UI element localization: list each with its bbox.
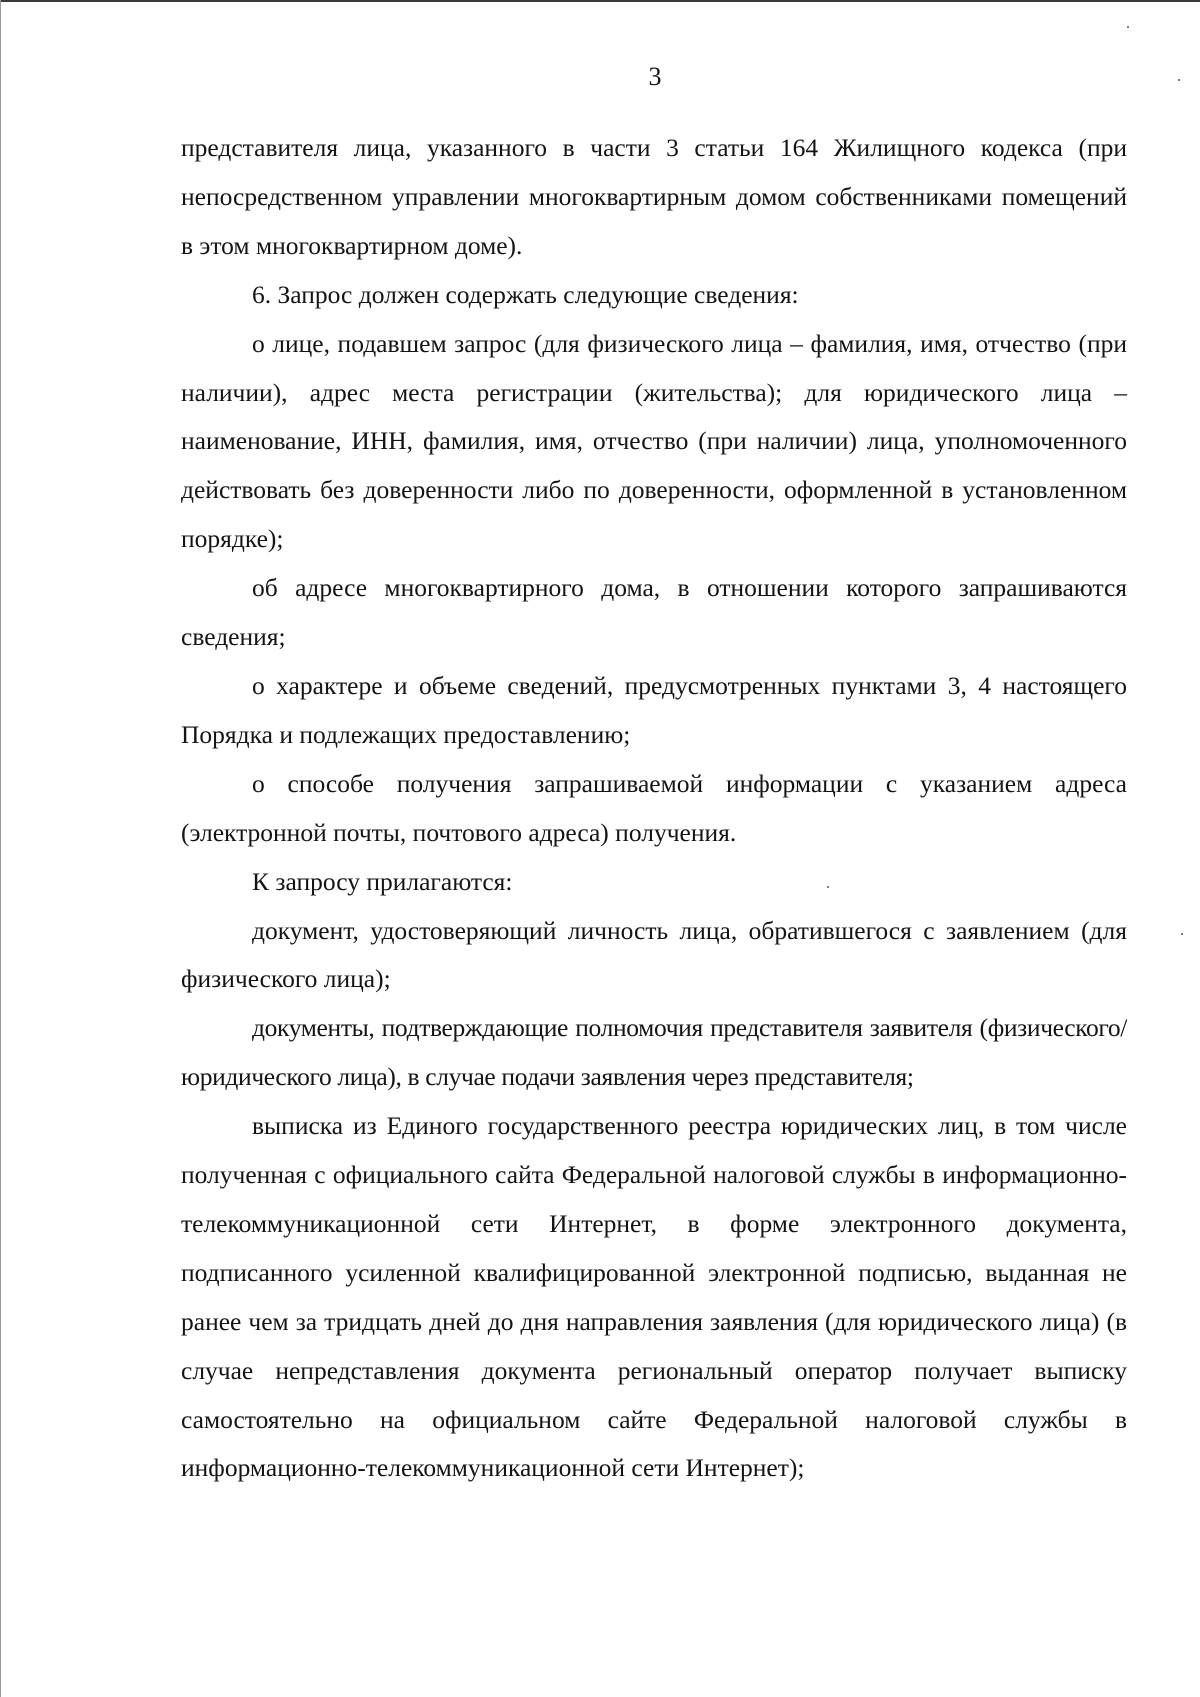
document-body [181, 124, 1127, 1493]
paragraph: о лице, подавшем запрос (для физического лица – фамилия, имя, отчество (при наличии), адрес места регистрации (жительства); для юридического лица – наименование, ИНН, фамилия, имя, отчество (при наличии) лица, уполномоченного действовать без доверенности либо по доверенности, оформленной в установленном порядке); [181, 328, 1127, 554]
paragraph: К запросу прилагаются: [252, 866, 513, 896]
paragraph: о характере и объеме сведений, предусмотренных пунктами 3, 4 настоящего Порядка и подлежащих предоставлению; [181, 670, 1127, 749]
page-number: 3 [648, 62, 662, 91]
paragraph: документ, удостоверяющий личность лица, обратившегося с заявлением (для физического лица); [181, 915, 1127, 994]
paragraph: 6. Запрос должен содержать следующие сведения: [252, 279, 799, 309]
scan-left-edge [0, 0, 1, 1697]
paragraph: выписка из Единого государственного реестра юридических лиц, в том числе полученная с официального сайта Федеральной налоговой службы в информационно-телекоммуникационной сети Интернет, в форме электронного документа, подписанного усиленной квалифицированной электронной подписью, выданная не ранее чем за тридцать дней до дня направления заявления (для юридического лица) (в случае непредставления документа региональный оператор получает выписку самостоятельно на официальном сайте Федеральной налоговой службы в информационно-телекоммуникационной сети Интернет); [181, 1111, 1127, 1483]
paragraph: об адресе многоквартирного дома, в отношении которого запрашиваются сведения; [181, 573, 1127, 652]
paragraph: документы, подтверждающие полномочия представителя заявителя (физического/юридического лица), в случае подачи заявления через представителя; [181, 1013, 1127, 1092]
paragraph: представителя лица, указанного в части 3 статьи 164 Жилищного кодекса (при непосредственном управлении многоквартирным домом собственниками помещений в этом многоквартирном доме). [181, 133, 1127, 260]
scan-top-edge [0, 0, 1200, 2]
scan-speck [1181, 933, 1183, 935]
paragraph: о способе получения запрашиваемой информации с указанием адреса (электронной почты, почтового адреса) получения. [181, 768, 1127, 847]
scan-speck [1127, 26, 1129, 28]
